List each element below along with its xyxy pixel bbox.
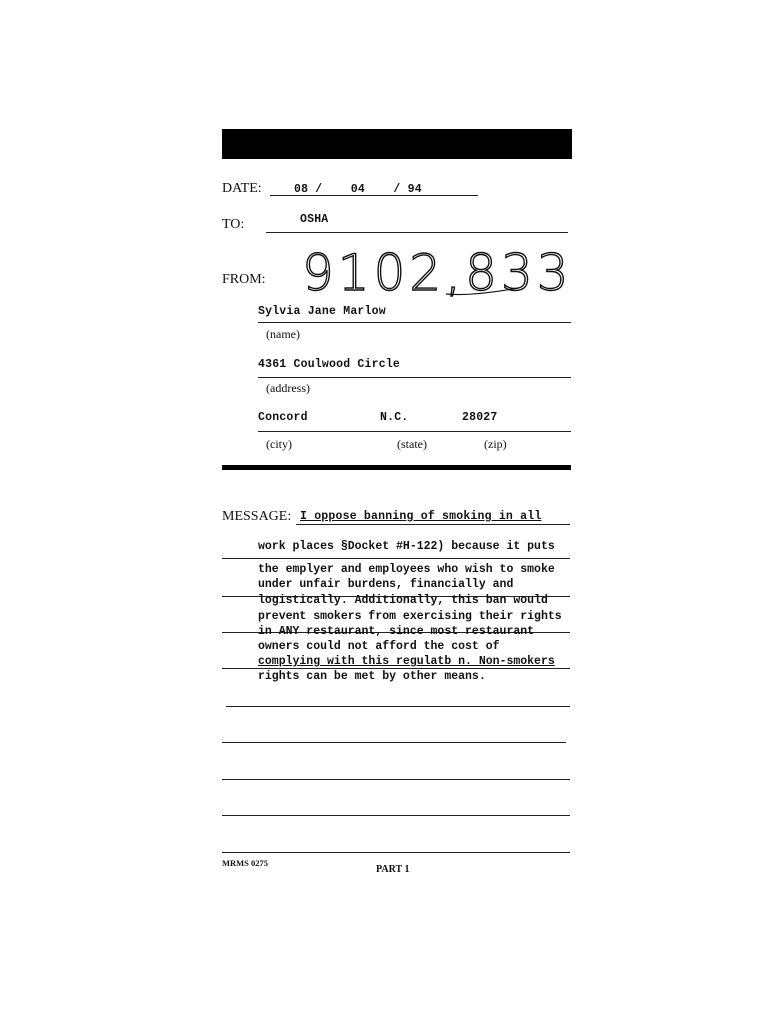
message-line: prevent smokers from exercising their rights bbox=[258, 610, 562, 623]
message-line: in ANY restaurant, since most restaurant bbox=[258, 625, 535, 638]
state-caption: (state) bbox=[397, 437, 427, 451]
zip-caption: (zip) bbox=[484, 437, 507, 451]
to-underline bbox=[266, 232, 568, 233]
state-value: N.C. bbox=[380, 411, 409, 424]
city-underline bbox=[258, 431, 571, 432]
date-value: 08 / 04 / 94 bbox=[294, 183, 422, 196]
message-line: the emplyer and employees who wish to smoke bbox=[258, 563, 555, 576]
message-line: logistically. Additionally, this ban would bbox=[258, 594, 548, 607]
message-label: MESSAGE: bbox=[222, 509, 292, 524]
blank-line bbox=[222, 815, 570, 816]
message-line: under unfair burdens, financially and bbox=[258, 578, 514, 591]
section-divider bbox=[222, 465, 571, 470]
blank-line bbox=[222, 779, 570, 780]
message-underline bbox=[296, 524, 570, 525]
date-label: DATE: bbox=[222, 181, 262, 196]
name-underline bbox=[258, 322, 571, 323]
handwritten-number-text: 9102,833 bbox=[302, 244, 573, 302]
name-value: Sylvia Jane Marlow bbox=[258, 305, 386, 318]
city-caption: (city) bbox=[266, 437, 292, 451]
part-label: PART 1 bbox=[376, 864, 410, 875]
address-underline bbox=[258, 377, 571, 378]
header-bar bbox=[222, 129, 572, 159]
blank-line bbox=[222, 852, 570, 853]
message-line: work places §Docket #H-122) because it puts bbox=[258, 540, 555, 553]
message-underline bbox=[222, 558, 570, 559]
form-code: MRMS 0275 bbox=[222, 858, 269, 868]
blank-line bbox=[222, 742, 566, 743]
date-underline bbox=[270, 195, 478, 196]
handwritten-docket-number bbox=[296, 236, 573, 302]
message-line: I oppose banning of smoking in all bbox=[300, 510, 542, 523]
zip-value: 28027 bbox=[462, 411, 498, 424]
address-value: 4361 Coulwood Circle bbox=[258, 358, 401, 371]
to-label: TO: bbox=[222, 217, 245, 232]
message-line: owners could not afford the cost of bbox=[258, 640, 500, 653]
from-label: FROM: bbox=[222, 272, 266, 287]
name-caption: (name) bbox=[266, 327, 300, 341]
to-value: OSHA bbox=[300, 213, 329, 226]
city-value: Concord bbox=[258, 411, 308, 424]
message-line: complying with this regulatb n. Non-smokers bbox=[258, 655, 555, 668]
blank-line bbox=[226, 706, 570, 707]
address-caption: (address) bbox=[266, 381, 310, 395]
message-line: rights can be met by other means. bbox=[258, 670, 486, 683]
message-underline bbox=[222, 668, 570, 669]
